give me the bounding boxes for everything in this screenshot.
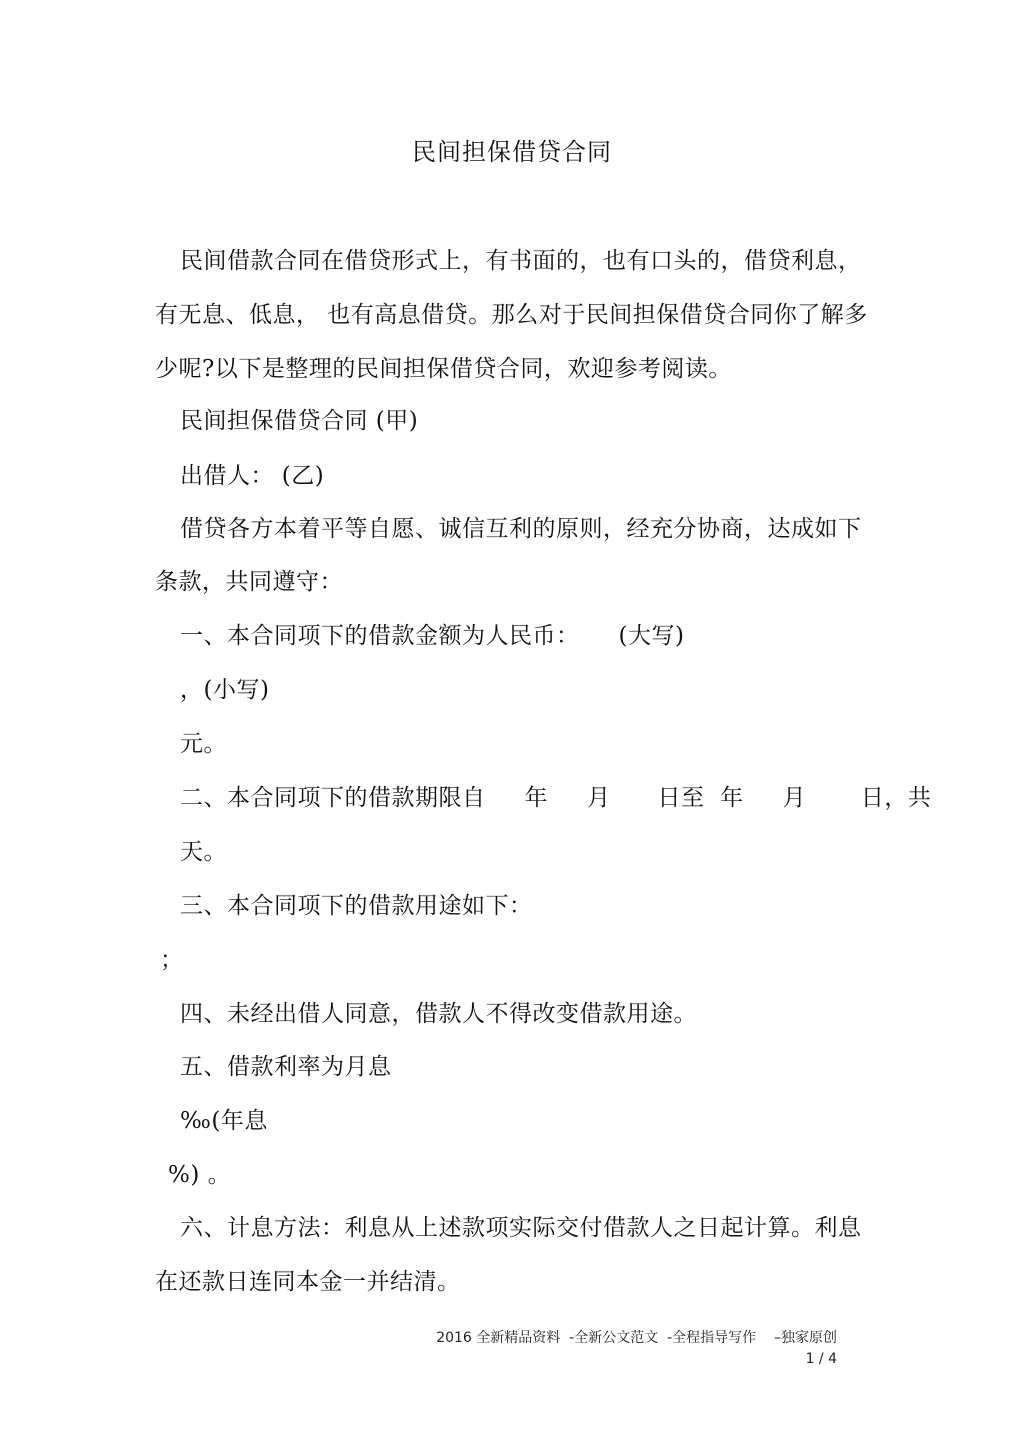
footer-text: 2016 全新精品资料 -全新公文范文 -全程指导写作 –独家原创	[436, 1330, 837, 1346]
paragraph-line: 在还款日连同本金一并结清。	[155, 1269, 461, 1295]
paragraph-line: 出借人： (乙)	[180, 463, 325, 489]
paragraph-line: 民间担保借贷合同 (甲)	[180, 408, 419, 434]
paragraph-line: 少呢?以下是整理的民间担保借贷合同，欢迎参考阅读。	[155, 356, 732, 382]
paragraph-line: %) 。	[168, 1162, 232, 1188]
paragraph-line: 元。	[180, 731, 227, 757]
paragraph-line: ；	[160, 947, 184, 973]
paragraph-line: 三、本合同项下的借款用途如下：	[180, 893, 533, 919]
paragraph-line: 四、未经出借人同意，借款人不得改变借款用途。	[180, 1001, 697, 1027]
paragraph-line: 民间借款合同在借贷形式上，有书面的，也有口头的，借贷利息，	[180, 248, 862, 274]
paragraph-line: 一、本合同项下的借款金额为人民币： (大写)	[180, 623, 685, 649]
document-title: 民间担保借贷合同	[412, 138, 612, 166]
paragraph-line: 六、计息方法：利息从上述款项实际交付借款人之日起计算。利息	[180, 1215, 862, 1241]
paragraph-line: 条款，共同遵守：	[155, 569, 343, 595]
paragraph-line: 二、本合同项下的借款期限自 年 月 日至 年 月 日，共	[180, 785, 932, 811]
paragraph-line: ‰(年息	[180, 1108, 268, 1134]
paragraph-line: ，(小写)	[180, 677, 270, 703]
page-number: 1 / 4	[805, 1351, 837, 1367]
paragraph-line: 有无息、低息， 也有高息借贷。那么对于民间担保借贷合同你了解多	[155, 302, 868, 328]
paragraph-line: 天。	[180, 839, 227, 865]
paragraph-line: 借贷各方本着平等自愿、诚信互利的原则，经充分协商，达成如下	[180, 516, 862, 542]
paragraph-line: 五、借款利率为月息	[180, 1054, 392, 1080]
